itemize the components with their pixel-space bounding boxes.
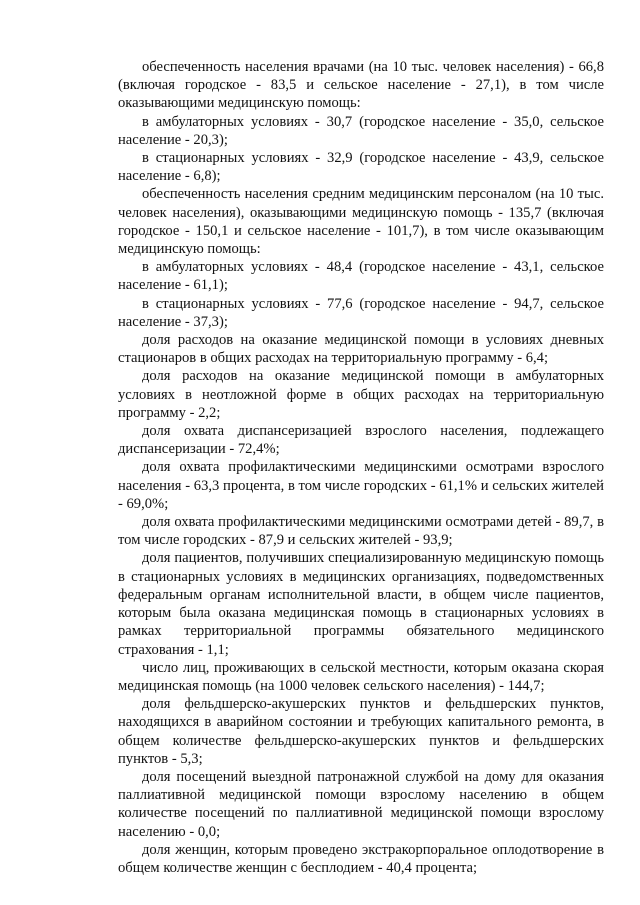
paragraph-doctors-outpatient: в амбулаторных условиях - 30,7 (городское население - 35,0, сельское население - 20,3);	[118, 113, 604, 148]
paragraph-rural-ambulance: число лиц, проживающих в сельской местности, которым оказана скорая медицинская помощь (на 1000 человек сельского населения) - 144,7;	[118, 659, 604, 694]
paragraph-nurses-supply: обеспеченность населения средним медицинским персоналом (на 10 тыс. человек населения), оказывающими медицинскую помощь - 135,7 (включая городское - 150,1 и сельское население - 101,7), в том числе оказывающим медицинскую помощь:	[118, 186, 604, 258]
paragraph-doctors-supply: обеспеченность населения врачами (на 10 тыс. человек населения) - 66,8 (включая городское - 83,5 и сельское население - 27,1), в том числе оказывающими медицинскую помощь:	[118, 59, 604, 112]
paragraph-nurses-outpatient: в амбулаторных условиях - 48,4 (городское население - 43,1, сельское население - 61,1);	[118, 259, 604, 294]
paragraph-nurses-inpatient: в стационарных условиях - 77,6 (городское население - 94,7, сельское население - 37,3);	[118, 295, 604, 330]
paragraph-doctors-inpatient: в стационарных условиях - 32,9 (городское население - 43,9, сельское население - 6,8);	[118, 150, 604, 185]
paragraph-urgent-care-expenses: доля расходов на оказание медицинской помощи в амбулаторных условиях в неотложной форме в общих расходах на территориальную программу - 2,2;	[118, 368, 604, 421]
paragraph-ivf-share: доля женщин, которым проведено экстракорпоральное оплодотворение в общем количестве женщин с бесплодием - 40,4 процента;	[118, 841, 604, 876]
paragraph-adult-checkups: доля охвата профилактическими медицинскими осмотрами взрослого населения - 63,3 процента, в том числе городских - 61,1% и сельских жителей - 69,0%;	[118, 459, 604, 512]
paragraph-feldsher-points-repair: доля фельдшерско-акушерских пунктов и фельдшерских пунктов, находящихся в аварийном состоянии и требующих капитального ремонта, в общем количестве фельдшерско-акушерских пунктов и фельдшерских пунктов - 5,3;	[118, 696, 604, 767]
paragraph-day-hospital-expenses: доля расходов на оказание медицинской помощи в условиях дневных стационаров в общих расходах на территориальную программу - 6,4;	[118, 332, 604, 367]
document-page	[118, 58, 604, 877]
paragraph-children-checkups: доля охвата профилактическими медицинскими осмотрами детей - 89,7, в том числе городских - 87,9 и сельских жителей - 93,9;	[118, 514, 604, 549]
paragraph-dispensarization-coverage: доля охвата диспансеризацией взрослого населения, подлежащего диспансеризации - 72,4%;	[118, 423, 604, 458]
paragraph-palliative-visits: доля посещений выездной патронажной службой на дому для оказания паллиативной медицинской помощи взрослому населению в общем количестве посещений по паллиативной медицинской помощи взрослому населению - 0,0;	[118, 768, 604, 840]
paragraph-federal-specialized-care: доля пациентов, получивших специализированную медицинскую помощь в стационарных условиях в медицинских организациях, подведомственных федеральным органам исполнительной власти, в общем числе пациентов, которым была оказана медицинская помощь в стационарных условиях в рамках территориальной программы обязательного медицинского страхования - 1,1;	[118, 550, 604, 658]
